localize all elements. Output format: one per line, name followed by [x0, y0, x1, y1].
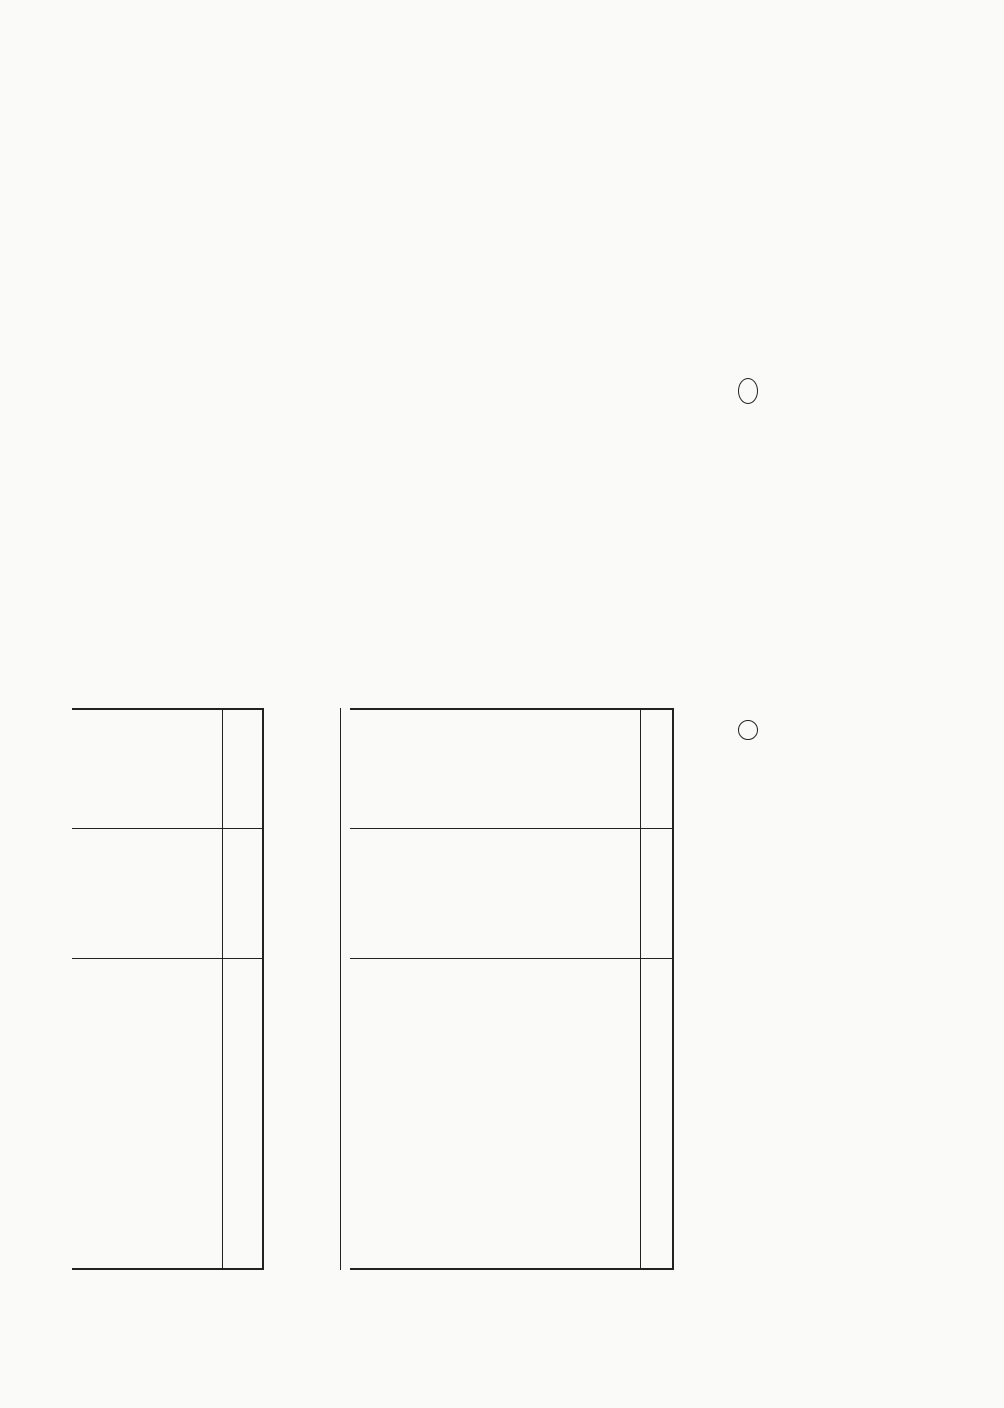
expense-col-rule-2: [72, 958, 262, 959]
income-table-right-rule: [672, 708, 674, 1270]
expense-header-rule: [222, 708, 223, 1270]
income-table-top-rule: [350, 708, 672, 710]
expense-table-bottom-rule: [72, 1268, 262, 1270]
seal-stamp-2: [738, 720, 758, 740]
expense-col-rule-1: [72, 828, 262, 829]
expense-table-top-rule: [72, 708, 262, 710]
income-col-rule-1: [350, 828, 672, 829]
income-col-rule-2: [350, 958, 672, 959]
seal-stamp: [738, 378, 758, 404]
income-header-rule: [640, 708, 641, 1270]
expense-table-right-rule: [262, 708, 264, 1270]
income-table-bottom-rule: [350, 1268, 672, 1270]
block-divider: [340, 708, 341, 1270]
